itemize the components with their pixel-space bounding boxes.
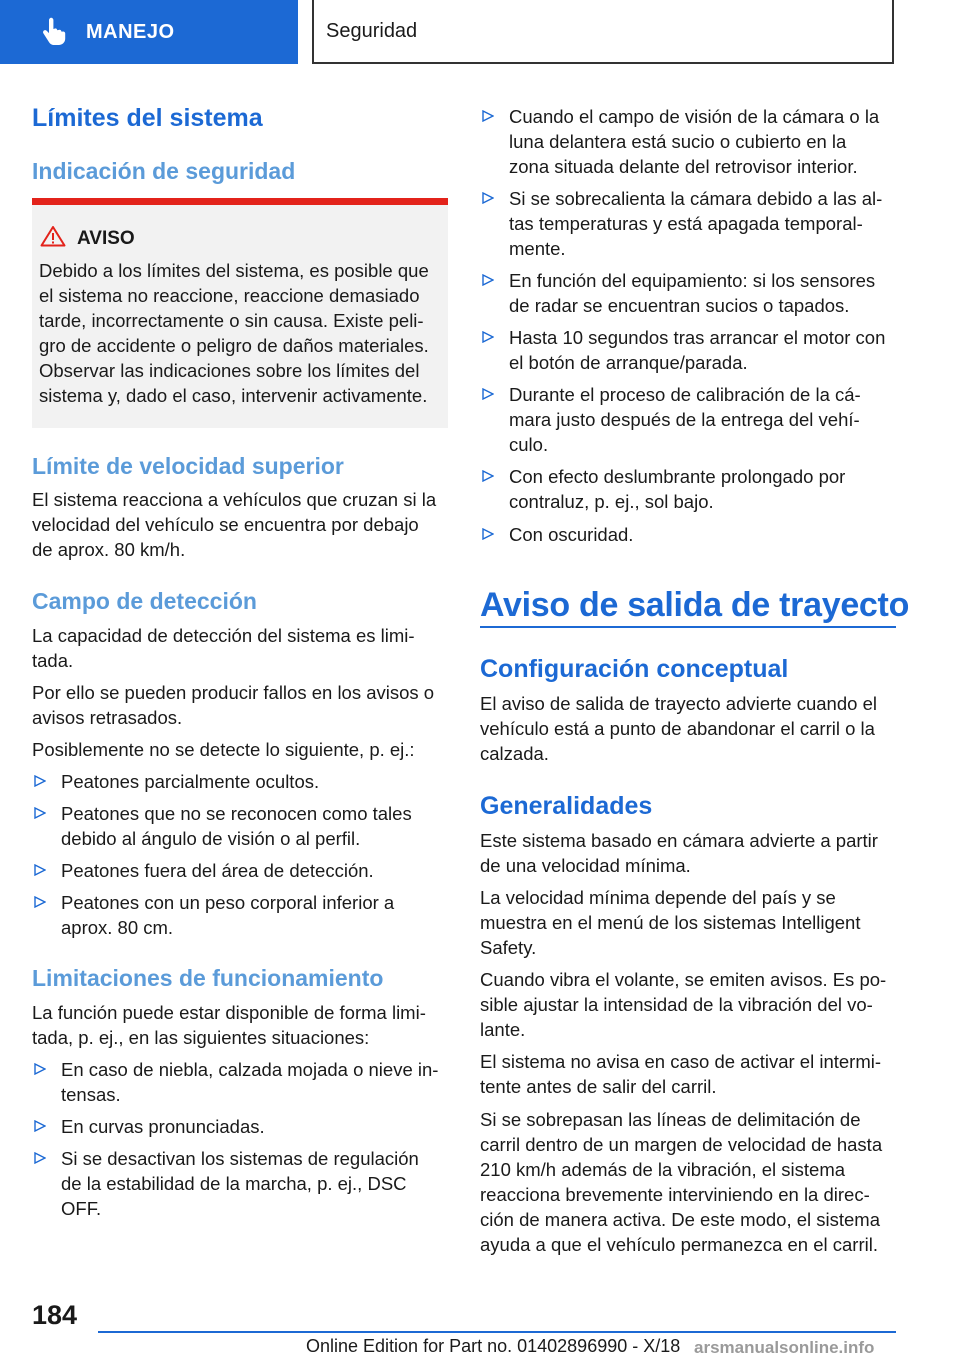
warning-bar <box>32 198 448 205</box>
list-item: Peatones que no se reconocen como tales debido al ángulo de visión o al perfil. <box>32 801 448 851</box>
list-item: Con efecto deslumbrante prolongado por contraluz, p. ej., sol bajo. <box>480 464 896 514</box>
lane-departure-title: Aviso de salida de trayecto <box>480 586 910 624</box>
bullet-triangle-icon <box>34 896 46 908</box>
concept-heading: Configuración conceptual <box>480 655 789 683</box>
detection-p1: La capacidad de detección del sistema es limi- tada. <box>32 625 415 671</box>
concept-text: El aviso de salida de trayecto advierte cuando el vehículo está a punto de abandonar el carril o la calzada. <box>480 693 877 764</box>
warning-triangle-icon <box>40 225 66 247</box>
edition-text: Online Edition for Part no. 01402896990 - X/18 <box>306 1336 681 1356</box>
bullet-triangle-icon <box>34 807 46 819</box>
list-item: Si se sobrecalienta la cámara debido a las al- tas temperaturas y está apagada temporal- mente. <box>480 186 896 261</box>
detection-p2: Por ello se pueden producir fallos en los avisos o avisos retrasados. <box>32 682 435 728</box>
limitations-intro: La función puede estar disponible de forma limi- tada, p. ej., en las siguientes situaciones: <box>32 1002 426 1048</box>
general-p2: La velocidad mínima depende del país y se muestra en el menú de los sistemas Intelligent Safety. <box>480 887 861 958</box>
speed-limit-heading: Límite de velocidad superior <box>32 453 344 479</box>
list-item: En función del equipamiento: si los sensores de radar se encuentran sucios o tapados. <box>480 268 896 318</box>
section-header <box>312 0 894 64</box>
bullet-triangle-icon <box>482 388 494 400</box>
general-p1: Este sistema basado en cámara advierte a partir de una velocidad mínima. <box>480 830 878 876</box>
title-rule <box>480 626 896 628</box>
list-item: Durante el proceso de calibración de la cá- mara justo después de la entrega del vehí- culo. <box>480 382 896 457</box>
list-item: Si se desactivan los sistemas de regulación de la estabilidad de la marcha, p. ej., DSC OFF. <box>32 1146 448 1221</box>
list-item: Hasta 10 segundos tras arrancar el motor con el botón de arranque/parada. <box>480 325 896 375</box>
bullet-triangle-icon <box>34 1152 46 1164</box>
list-item: Con oscuridad. <box>480 522 896 547</box>
warning-label: AVISO <box>77 228 135 249</box>
general-heading: Generalidades <box>480 792 653 820</box>
bullet-triangle-icon <box>34 1063 46 1075</box>
chapter-tab[interactable] <box>0 0 298 64</box>
list-item: Peatones parcialmente ocultos. <box>32 769 448 794</box>
list-item: Peatones con un peso corporal inferior a aprox. 80 cm. <box>32 890 448 940</box>
bullet-triangle-icon <box>482 192 494 204</box>
list-item: Peatones fuera del área de detección. <box>32 858 448 883</box>
hand-pointer-icon <box>38 17 68 47</box>
page-number: 184 <box>32 1300 78 1330</box>
list-item: En curvas pronunciadas. <box>32 1114 448 1139</box>
bullet-triangle-icon <box>34 1120 46 1132</box>
bullet-triangle-icon <box>482 470 494 482</box>
section-label: Seguridad <box>326 19 418 42</box>
safety-heading: Indicación de seguridad <box>32 158 296 184</box>
bullet-triangle-icon <box>482 110 494 122</box>
detection-heading: Campo de detección <box>32 588 257 614</box>
speed-limit-text: El sistema reacciona a vehículos que cruzan si la velocidad del vehículo se encuentra por debajo de aprox. 80 km/h. <box>32 489 437 560</box>
footer-rule <box>98 1331 896 1333</box>
chapter-label: MANEJO <box>86 20 175 43</box>
bullet-triangle-icon <box>34 775 46 787</box>
bullet-triangle-icon <box>482 331 494 343</box>
section-title: Límites del sistema <box>32 104 263 132</box>
detection-p3: Posiblemente no se detecte lo siguiente, p. ej.: <box>32 739 415 760</box>
general-p4: El sistema no avisa en caso de activar el intermi- tente antes de salir del carril. <box>480 1051 882 1097</box>
list-item: En caso de niebla, calzada mojada o nieve in- tensas. <box>32 1057 448 1107</box>
warning-text: Debido a los límites del sistema, es posible que el sistema no reaccione, reaccione demasiado tarde, incorrectamente o sin causa. Existe peli- gro de accidente o peligro de daños materiales. Observar las indicaciones sobre los límites del sistema y, dado el caso, intervenir activamente. <box>39 260 429 406</box>
bullet-triangle-icon <box>482 528 494 540</box>
general-p3: Cuando vibra el volante, se emiten avisos. Es po- sible ajustar la intensidad de la vibración del vo- lante. <box>480 969 887 1040</box>
list-item: Cuando el campo de visión de la cámara o la luna delantera está sucio o cubierto en la zona situada delante del retrovisor interior. <box>480 104 896 179</box>
limitations-heading: Limitaciones de funcionamiento <box>32 965 384 991</box>
watermark: arsmanualsonline.info <box>694 1338 875 1357</box>
bullet-triangle-icon <box>34 864 46 876</box>
general-p5: Si se sobrepasan las líneas de delimitación de carril dentro de un margen de velocidad de hasta 210 km/h además de la vibración, el sistema reacciona brevemente interviniendo en la direc- ción de manera activa. De este modo, el sistema ayuda a que el vehículo permanezca en el carril. <box>480 1109 883 1255</box>
bullet-triangle-icon <box>482 274 494 286</box>
